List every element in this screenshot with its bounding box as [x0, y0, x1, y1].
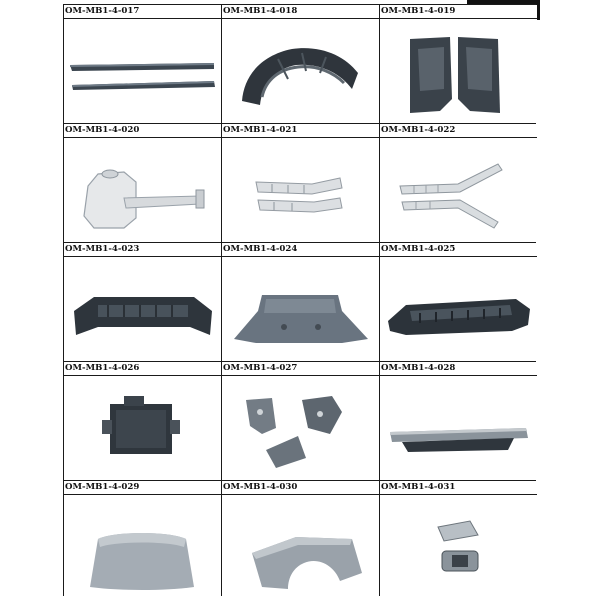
part-cell	[380, 5, 537, 123]
mud-guard-pair-icon	[380, 19, 537, 123]
part-cell	[380, 243, 537, 361]
part-code: OM-MB1-4-017	[64, 5, 221, 19]
part-cell	[222, 5, 379, 123]
engine-under-cover-icon	[222, 257, 379, 361]
control-module-icon	[64, 376, 221, 480]
part-cell	[222, 243, 379, 361]
washer-reservoir-icon	[64, 138, 221, 242]
part-code: OM-MB1-4-027	[222, 362, 379, 376]
part-cell	[64, 481, 221, 599]
headlamp-washer-covers-icon	[380, 495, 537, 599]
part-cell	[380, 124, 537, 242]
part-code: OM-MB1-4-029	[64, 481, 221, 495]
part-code: OM-MB1-4-023	[64, 243, 221, 257]
part-code: OM-MB1-4-022	[380, 124, 537, 138]
hood-icon	[64, 495, 221, 599]
part-code: OM-MB1-4-026	[64, 362, 221, 376]
part-cell	[64, 243, 221, 361]
bumper-support-icon	[64, 257, 221, 361]
front-fender-icon	[222, 495, 379, 599]
part-code: OM-MB1-4-018	[222, 5, 379, 19]
part-code: OM-MB1-4-021	[222, 124, 379, 138]
bumper-bracket-pair-icon	[222, 138, 379, 242]
part-code: OM-MB1-4-024	[222, 243, 379, 257]
part-code: OM-MB1-4-025	[380, 243, 537, 257]
metal-brackets-icon	[222, 376, 379, 480]
headlamp-bracket-pair-icon	[380, 138, 537, 242]
door-sill-strips-icon	[64, 19, 221, 123]
radiator-support-icon	[380, 257, 537, 361]
part-cell	[380, 481, 537, 599]
bumper-trim-strip-icon	[380, 376, 537, 480]
parts-catalog-grid	[63, 4, 536, 596]
part-code: OM-MB1-4-028	[380, 362, 537, 376]
part-cell	[380, 362, 537, 480]
part-cell	[222, 124, 379, 242]
part-code: OM-MB1-4-031	[380, 481, 537, 495]
part-cell	[64, 5, 221, 123]
wheel-arch-liner-icon	[222, 19, 379, 123]
part-cell	[222, 481, 379, 599]
part-code: OM-MB1-4-030	[222, 481, 379, 495]
part-cell	[64, 124, 221, 242]
part-code: OM-MB1-4-020	[64, 124, 221, 138]
part-code: OM-MB1-4-019	[380, 5, 537, 19]
part-cell	[64, 362, 221, 480]
part-cell	[222, 362, 379, 480]
